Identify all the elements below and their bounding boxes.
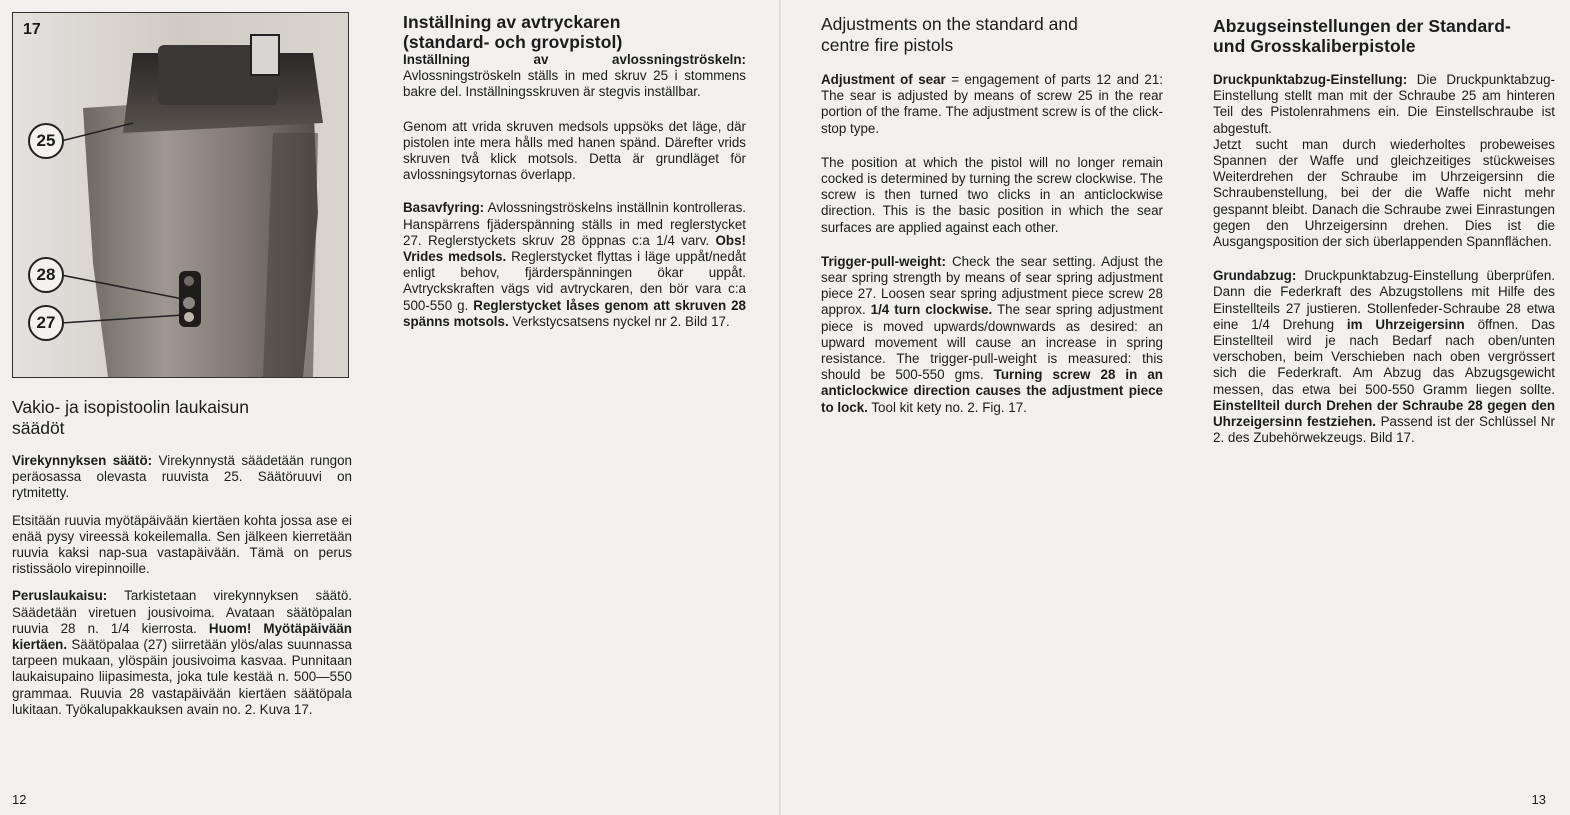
swedish-paragraph-3: Basavfyring: Avlossningströskelns inställnin kontrolleras. Hanspärrens fjäderspänning ställs in med reglerstycket 27. Reglerstyckets skruv 28 öppnas c:a 1/4 varv. Obs! Vrides medsols. Reglerstycket flyttas i läge uppåt/nedåt enligt behov, fjärderspänningen ökar uppåt. Avtryckskraften vägs vid avtryckaren, den bör vara c:a 500-550 g. Reglerstycket låses genom att skruven 28 spänns motsols. Verkstycsatsens nyckel nr 2. Bild 17. bbox=[403, 200, 746, 329]
english-column bbox=[821, 14, 1163, 416]
swedish-paragraph-1: Inställning av avlossningströskeln: Avlossningströskeln ställs in med skruv 25 i stommens bakre del. Inställningsskruven är stegvis inställbar. bbox=[403, 52, 746, 100]
finnish-paragraph-3: Peruslaukaisu: Tarkistetaan virekynnyksen säätö. Säädetään viretuen jousivoima. Avataan säätöpalan ruuvia 28 n. 1/4 kierrosta. Huom! Myötäpäivään kiertäen. Säätöpalaa (27) siirretään ylös/alas suunnassa tarpeen mukaan, ylöspäin jousivoima kasvaa. Punnitaan laukaisupaino liipasimesta, joka tule kestää n. 500—550 grammaa. Ruuvia 28 vastapäivään kiertäen säätöpala lukitaan. Työkalupakkauksen avain no. 2. Kuva 17. bbox=[12, 588, 352, 717]
english-paragraph-2: The position at which the pistol will no longer remain cocked is determined by turning the screw clockwise. The screw is then turned two clicks in an anticlockwise direction. This is the basic position in which the sear surfaces are applied against each other. bbox=[821, 154, 1163, 235]
german-paragraph-1: Druckpunktabzug-Einstellung: Die Druckpunktabzug-Einstellung stellt man mit der Schraube 25 am hinteren Teil des Pistolenrahmens ein. Die Einstellschraube ist abgestuft. bbox=[1213, 72, 1555, 136]
english-title: Adjustments on the standard and centre fire pistols bbox=[821, 14, 1078, 55]
german-paragraph-2: Grundabzug: Druckpunktabzug-Einstellung überprüfen. Dann die Federkraft des Abzugstollens mit Hilfe des Einstellteils 27 justieren. Stollenfeder-Schraube 28 etwa eine 1/4 Drehung im Uhrzeigersinn öffnen. Das Einstellteil wird je nach Bedarf nach oben/unten verschoben, beim Verschieben nach oben vergrössert sich die Federkraft. Am Abzug das Abzugsgewicht messen, das etwa bei 500-550 Gramm liegen sollte. Einstellteil durch Drehen der Schraube 28 gegen den Uhrzeigersinn festziehen. Passend ist der Schlüssel Nr 2. des Zubehörwekzeugs. Bild 17. bbox=[1213, 268, 1555, 446]
page-number-left: 12 bbox=[12, 792, 27, 807]
german-column bbox=[1213, 16, 1555, 446]
figure-17 bbox=[12, 12, 349, 378]
swedish-title: Inställning av avtryckaren (standard- och grovpistol) bbox=[403, 12, 623, 52]
callout-28: 28 bbox=[28, 257, 64, 293]
left-page bbox=[0, 0, 779, 815]
finnish-column bbox=[12, 397, 352, 718]
finnish-paragraph-2: Etsitään ruuvia myötäpäivään kiertäen kohta jossa ase ei enää pysy vireessä kokeilemalla. Sen jälkeen kierretään ruuvia kaksi nap-sua vastapäivään. Tämä on perus ristissäolo virepinnoille. bbox=[12, 512, 352, 577]
finnish-title: Vakio- ja isopistoolin laukaisun säädöt bbox=[12, 397, 250, 438]
callout-25: 25 bbox=[28, 123, 64, 159]
swedish-paragraph-2: Genom att vrida skruven medsols uppsöks det läge, där pistolen inte mera hålls med hanen spänd. Därefter vrids skruven två klick motsols. Detta är grundläget för avlossningsytornas överlapp. bbox=[403, 118, 746, 183]
page-number-right: 13 bbox=[1531, 792, 1546, 807]
english-paragraph-1: Adjustment of sear = engagement of parts 12 and 21: The sear is adjusted by means of screw 25 in the rear portion of the frame. The adjustment screw is of the click-stop type. bbox=[821, 72, 1163, 136]
right-page bbox=[781, 0, 1570, 815]
german-paragraph-1b: Jetzt sucht man durch wiederholtes probeweises Spannen der Waffe und gleichzeitiges stückweises Weiterdrehen der Schraube im Uhrzeigersinn die Schraubenstellung, bei der die Waffe nicht mehr gespannt bleibt. Danach die Schraube zwei Einrastungen gegen den Uhrzeigersinn drehen. Dies ist die Ausgangsposition der sich überlappenden Spannflächen. bbox=[1213, 136, 1555, 250]
finnish-paragraph-1: Virekynnyksen säätö: Virekynnystä säädetään rungon peräosassa olevasta ruuvista 25. Säätöruuvi on rytmitetty. bbox=[12, 453, 352, 501]
english-paragraph-3: Trigger-pull-weight: Check the sear setting. Adjust the sear spring strength by means of sear spring adjustment piece 27. Loosen sear spring adjustment piece screw 28 approx. 1/4 turn clockwise. The sear spring adjustment piece is moved upwards/downwards as desired: an upward movement will cause an increase in spring resistance. The trigger-pull-weight is measured: this should be 500-550 gms. Turning screw 28 in an anticlockwice direction causes the adjustment piece to lock. Tool kit kety no. 2. Fig. 17. bbox=[821, 253, 1163, 415]
german-title: Abzugseinstellungen der Standard- und Grosskaliberpistole bbox=[1213, 16, 1511, 56]
swedish-column bbox=[403, 12, 746, 330]
callout-27: 27 bbox=[28, 305, 64, 341]
figure-number: 17 bbox=[23, 21, 41, 38]
